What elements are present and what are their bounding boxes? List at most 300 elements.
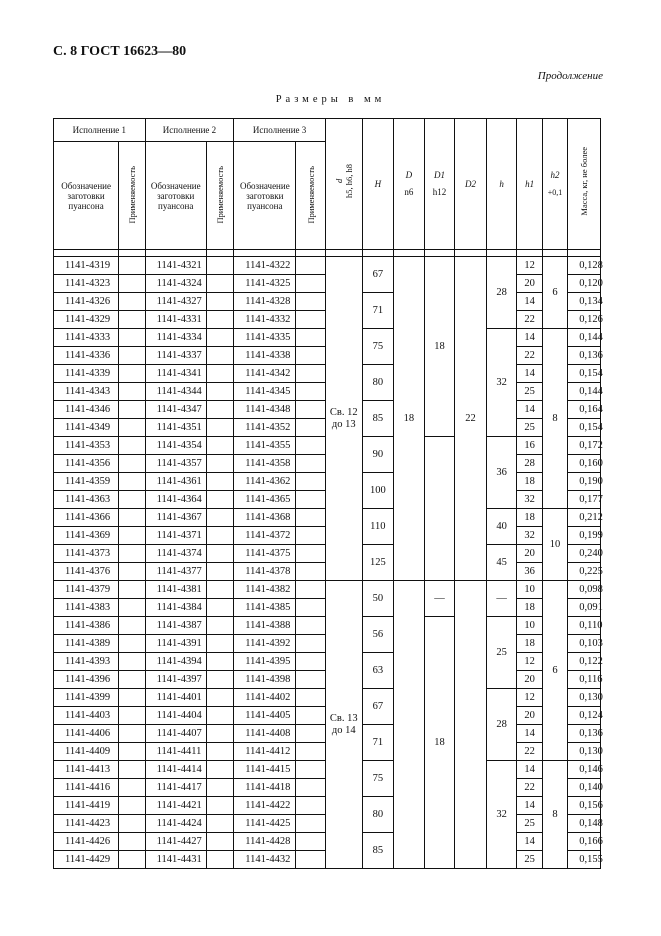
h1-value-cell: 25 [517,419,542,437]
mass-value-cell: 0,140 [568,779,601,797]
mass-value-cell: 0,156 [568,797,601,815]
exec2-applicability-cell [206,509,234,527]
exec2-applicability-cell [206,851,234,869]
D1-symbol: D1 [433,170,445,180]
H-value-cell: 80 [362,797,394,833]
exec1-applicability-cell [119,311,145,329]
exec3-applicability-cell [296,311,326,329]
exec1-applicability-cell [119,833,145,851]
exec1-header: Исполнение 1 [54,119,146,142]
h-value-cell: — [486,581,517,617]
H-value-cell: 90 [362,437,394,473]
exec1-designation-cell: 1141-4406 [54,725,119,743]
exec2-applicability-cell [206,383,234,401]
exec1-designation-cell: 1141-4319 [54,257,119,275]
mass-value-cell: 0,160 [568,455,601,473]
mass-value-cell: 0,116 [568,671,601,689]
exec3-applicability-cell [296,437,326,455]
exec1-designation-cell: 1141-4393 [54,653,119,671]
exec2-applicability-cell [206,797,234,815]
exec2-applicability-cell [206,815,234,833]
h1-value-cell: 18 [517,509,542,527]
exec1-applicability-cell [119,743,145,761]
exec2-designation-cell: 1141-4331 [145,311,206,329]
mass-value-cell: 0,130 [568,689,601,707]
h1-value-cell: 22 [517,779,542,797]
exec1-applicability-cell [119,509,145,527]
h2-symbol: h2 [550,170,560,180]
exec3-designation-cell: 1141-4392 [234,635,296,653]
exec2-designation-cell: 1141-4354 [145,437,206,455]
exec1-applicability-cell [119,491,145,509]
mass-value-cell: 0,212 [568,509,601,527]
exec1-applicability-cell [119,473,145,491]
exec3-designation-cell: 1141-4332 [234,311,296,329]
exec1-designation-cell: 1141-4383 [54,599,119,617]
exec3-designation-cell: 1141-4428 [234,833,296,851]
exec1-designation-cell: 1141-4429 [54,851,119,869]
exec2-designation-cell: 1141-4384 [145,599,206,617]
exec1-designation-cell: 1141-4329 [54,311,119,329]
h1-value-cell: 20 [517,671,542,689]
h-value-cell: 32 [486,761,517,869]
mass-header-text: Масса, кг, не более [579,146,590,216]
exec3-designation-cell: 1141-4418 [234,779,296,797]
exec1-applicability-cell [119,815,145,833]
exec2-applicability-cell [206,527,234,545]
exec3-applicability-cell [296,401,326,419]
h1-value-cell: 18 [517,635,542,653]
exec1-applicability-cell [119,797,145,815]
D2-value-cell: 22 [455,257,487,581]
exec2-applicability-cell [206,257,234,275]
exec2-applicability-cell [206,491,234,509]
exec3-designation-cell: 1141-4348 [234,401,296,419]
exec3-applicability-cell [296,671,326,689]
h1-header: h1 [517,119,542,250]
H-value-cell: 85 [362,833,394,869]
exec2-designation-cell: 1141-4327 [145,293,206,311]
exec1-applicability-cell [119,527,145,545]
H-value-cell: 125 [362,545,394,581]
exec3-applicability-cell [296,491,326,509]
exec2-designation-cell: 1141-4397 [145,671,206,689]
exec2-applicability-cell [206,347,234,365]
dimensions-table [53,118,601,869]
exec1-designation-cell: 1141-4373 [54,545,119,563]
h-value-cell: 28 [486,257,517,329]
h2-value-cell: 6 [542,581,567,761]
exec1-applicability-cell [119,671,145,689]
H-value-cell: 67 [362,257,394,293]
exec1-applicability-cell [119,455,145,473]
H-value-cell: 110 [362,509,394,545]
exec1-designation-cell: 1141-4426 [54,833,119,851]
exec3-designation-cell: 1141-4432 [234,851,296,869]
mass-value-cell: 0,103 [568,635,601,653]
exec2-designation-cell: 1141-4361 [145,473,206,491]
exec3-applicability-cell [296,455,326,473]
mass-value-cell: 0,098 [568,581,601,599]
h2-value-cell: 10 [542,509,567,581]
exec1-designation-cell: 1141-4326 [54,293,119,311]
mass-value-cell: 0,166 [568,833,601,851]
exec2-applicability-cell [206,401,234,419]
exec1-designation-cell: 1141-4343 [54,383,119,401]
exec1-designation-cell: 1141-4423 [54,815,119,833]
h1-value-cell: 10 [517,617,542,635]
h-value-cell: 36 [486,437,517,509]
exec2-designation-cell: 1141-4334 [145,329,206,347]
D1-value-cell: — [424,581,455,617]
table-body [54,257,601,869]
H-value-cell: 85 [362,401,394,437]
exec3-designation-cell: 1141-4402 [234,689,296,707]
d-header [325,119,362,250]
exec2-applicability-cell [206,563,234,581]
exec3-designation-cell: 1141-4395 [234,653,296,671]
H-value-cell: 67 [362,689,394,725]
H-value-cell: 50 [362,581,394,617]
exec1-applicability-cell [119,617,145,635]
mass-value-cell: 0,199 [568,527,601,545]
H-value-cell: 80 [362,365,394,401]
exec2-applicability-cell [206,473,234,491]
mass-value-cell: 0,130 [568,743,601,761]
exec2-designation-cell: 1141-4374 [145,545,206,563]
exec1-designation-cell: 1141-4333 [54,329,119,347]
h1-value-cell: 12 [517,653,542,671]
mass-value-cell: 0,177 [568,491,601,509]
sizes-title: Размеры в мм [275,94,386,105]
exec2-applicability-cell [206,599,234,617]
exec1-applicability-cell [119,275,145,293]
H-value-cell: 100 [362,473,394,509]
exec3-applicability-cell [296,833,326,851]
exec2-header: Исполнение 2 [145,119,234,142]
exec2-applicability-cell [206,635,234,653]
exec3-designation-cell: 1141-4338 [234,347,296,365]
exec3-applicability-cell [296,815,326,833]
h-value-cell: 28 [486,689,517,761]
D-value-cell [394,581,425,869]
exec3-applicability-cell [296,257,326,275]
exec2-applicability-header: Применяемость [206,142,234,250]
mass-value-cell: 0,144 [568,329,601,347]
exec2-designation-cell: 1141-4387 [145,617,206,635]
exec1-designation-cell: 1141-4403 [54,707,119,725]
exec3-designation-cell: 1141-4422 [234,797,296,815]
h1-value-cell: 22 [517,347,542,365]
mass-value-cell: 0,154 [568,365,601,383]
h1-value-cell: 12 [517,257,542,275]
exec3-applicability-cell [296,635,326,653]
exec3-designation-cell: 1141-4372 [234,527,296,545]
h2-tolerance: +0,1 [547,188,563,197]
exec3-applicability-cell [296,383,326,401]
mass-value-cell: 0,124 [568,707,601,725]
D-tolerance: n6 [404,187,414,197]
exec3-applicability-cell [296,779,326,797]
mass-value-cell: 0,240 [568,545,601,563]
h1-value-cell: 14 [517,365,542,383]
D-header [394,119,425,250]
D-symbol: D [405,170,413,180]
mass-value-cell: 0,164 [568,401,601,419]
H-value-cell: 71 [362,725,394,761]
exec3-applicability-cell [296,581,326,599]
exec3-designation-cell: 1141-4375 [234,545,296,563]
exec1-designation-cell: 1141-4359 [54,473,119,491]
exec1-applicability-cell [119,761,145,779]
exec3-designation-header: Обозначение заготовки пуансона [234,142,296,250]
exec1-designation-cell: 1141-4419 [54,797,119,815]
exec1-applicability-cell [119,563,145,581]
exec3-designation-cell: 1141-4358 [234,455,296,473]
mass-value-cell: 0,225 [568,563,601,581]
exec3-applicability-cell [296,707,326,725]
exec3-applicability-cell [296,599,326,617]
H-value-cell: 75 [362,761,394,797]
exec1-applicability-cell [119,329,145,347]
exec2-designation-cell: 1141-4321 [145,257,206,275]
exec1-designation-header: Обозначение заготовки пуансона [54,142,119,250]
exec3-designation-cell: 1141-4328 [234,293,296,311]
exec3-applicability-cell [296,347,326,365]
D2-value-cell [455,581,487,869]
h-value-cell: 32 [486,329,517,437]
exec2-designation-cell: 1141-4324 [145,275,206,293]
exec2-applicability-cell [206,311,234,329]
exec2-applicability-cell [206,725,234,743]
exec2-designation-cell: 1141-4367 [145,509,206,527]
mass-value-cell: 0,120 [568,275,601,293]
exec1-designation-cell: 1141-4356 [54,455,119,473]
exec1-applicability-header: Применяемость [119,142,145,250]
exec1-applicability-cell [119,599,145,617]
exec2-designation-cell: 1141-4344 [145,383,206,401]
mass-value-cell: 0,155 [568,851,601,869]
exec3-designation-cell: 1141-4415 [234,761,296,779]
h-value-cell: 45 [486,545,517,581]
exec3-designation-cell: 1141-4378 [234,563,296,581]
h1-value-cell: 14 [517,725,542,743]
exec2-designation-cell: 1141-4404 [145,707,206,725]
exec2-designation-cell: 1141-4394 [145,653,206,671]
exec2-designation-cell: 1141-4417 [145,779,206,797]
exec3-designation-cell: 1141-4408 [234,725,296,743]
exec2-designation-cell: 1141-4391 [145,635,206,653]
D2-header: D2 [455,119,487,250]
H-value-cell: 71 [362,293,394,329]
exec3-designation-cell: 1141-4352 [234,419,296,437]
exec1-designation-cell: 1141-4366 [54,509,119,527]
exec1-applicability-cell [119,635,145,653]
exec2-designation-cell: 1141-4357 [145,455,206,473]
h1-value-cell: 14 [517,329,542,347]
exec2-applicability-cell [206,437,234,455]
exec1-applicability-cell [119,365,145,383]
mass-value-cell: 0,136 [568,347,601,365]
h1-value-cell: 10 [517,581,542,599]
exec2-designation-cell: 1141-4381 [145,581,206,599]
h1-value-cell: 22 [517,311,542,329]
h-value-cell: 40 [486,509,517,545]
page-header: С. 8 ГОСТ 16623—80 [53,44,187,59]
mass-value-cell: 0,136 [568,725,601,743]
H-value-cell: 63 [362,653,394,689]
exec3-designation-cell: 1141-4382 [234,581,296,599]
exec2-designation-cell: 1141-4377 [145,563,206,581]
mass-value-cell: 0,126 [568,311,601,329]
d-tolerance: h5, h6, h8 [343,164,354,198]
exec1-applicability-cell [119,383,145,401]
exec1-designation-cell: 1141-4389 [54,635,119,653]
h1-value-cell: 25 [517,383,542,401]
exec3-applicability-cell [296,473,326,491]
exec3-designation-cell: 1141-4322 [234,257,296,275]
exec2-applicability-cell [206,329,234,347]
h2-value-cell: 8 [542,329,567,509]
exec3-designation-cell: 1141-4365 [234,491,296,509]
mass-value-cell: 0,091 [568,599,601,617]
mass-value-cell: 0,134 [568,293,601,311]
exec3-designation-cell: 1141-4388 [234,617,296,635]
exec3-applicability-cell [296,761,326,779]
exec1-applicability-cell [119,689,145,707]
exec1-applicability-cell [119,851,145,869]
exec1-designation-cell: 1141-4386 [54,617,119,635]
h-header: h [486,119,517,250]
exec3-applicability-cell [296,725,326,743]
exec1-applicability-cell [119,707,145,725]
exec1-applicability-cell [119,419,145,437]
exec3-applicability-cell [296,851,326,869]
exec2-applicability-cell [206,545,234,563]
exec3-header: Исполнение 3 [234,119,326,142]
exec3-designation-cell: 1141-4362 [234,473,296,491]
exec2-designation-cell: 1141-4424 [145,815,206,833]
exec3-designation-cell: 1141-4335 [234,329,296,347]
exec2-applicability-cell [206,689,234,707]
mass-value-cell: 0,122 [568,653,601,671]
exec1-applicability-cell [119,401,145,419]
exec1-applicability-cell [119,725,145,743]
exec2-designation-cell: 1141-4431 [145,851,206,869]
exec1-designation-cell: 1141-4396 [54,671,119,689]
h1-value-cell: 28 [517,455,542,473]
exec1-designation-cell: 1141-4399 [54,689,119,707]
exec1-applicability-cell [119,257,145,275]
exec3-applicability-cell [296,689,326,707]
H-value-cell: 75 [362,329,394,365]
mass-value-cell: 0,128 [568,257,601,275]
h1-value-cell: 32 [517,527,542,545]
D1-value-cell: 18 [424,617,455,869]
exec3-applicability-header: Применяемость [296,142,326,250]
exec3-applicability-cell [296,365,326,383]
exec2-applicability-cell [206,761,234,779]
h1-value-cell: 20 [517,707,542,725]
exec2-designation-header: Обозначение заготовки пуансона [145,142,206,250]
exec1-designation-cell: 1141-4376 [54,563,119,581]
exec2-applicability-cell [206,743,234,761]
exec3-applicability-cell [296,329,326,347]
h1-value-cell: 22 [517,743,542,761]
mass-value-cell: 0,172 [568,437,601,455]
exec3-designation-cell: 1141-4385 [234,599,296,617]
exec3-designation-cell: 1141-4355 [234,437,296,455]
exec3-designation-cell: 1141-4345 [234,383,296,401]
d-symbol: d [333,178,344,184]
exec2-applicability-cell [206,671,234,689]
exec2-applicability-cell [206,455,234,473]
exec1-applicability-cell [119,545,145,563]
exec1-applicability-cell [119,581,145,599]
h1-value-cell: 20 [517,545,542,563]
exec2-applicability-cell [206,419,234,437]
d-group-cell: Св. 13 до 14 [325,581,362,869]
exec3-applicability-cell [296,509,326,527]
D1-tolerance: h12 [432,187,447,197]
exec1-designation-cell: 1141-4379 [54,581,119,599]
table-row [54,257,601,275]
exec2-applicability-cell [206,293,234,311]
exec1-designation-cell: 1141-4349 [54,419,119,437]
mass-value-cell: 0,110 [568,617,601,635]
h1-value-cell: 14 [517,761,542,779]
H-value-cell: 56 [362,617,394,653]
exec1-designation-cell: 1141-4413 [54,761,119,779]
exec3-designation-cell: 1141-4368 [234,509,296,527]
exec2-designation-cell: 1141-4414 [145,761,206,779]
exec3-applicability-cell [296,275,326,293]
exec3-designation-cell: 1141-4342 [234,365,296,383]
exec2-designation-cell: 1141-4337 [145,347,206,365]
exec1-applicability-cell [119,779,145,797]
exec2-applicability-cell [206,707,234,725]
exec2-applicability-cell [206,275,234,293]
mass-value-cell: 0,190 [568,473,601,491]
exec3-applicability-cell [296,419,326,437]
mass-value-cell: 0,148 [568,815,601,833]
D1-value-cell [424,437,455,581]
exec2-applicability-cell [206,365,234,383]
exec3-applicability-cell [296,743,326,761]
exec2-designation-cell: 1141-4421 [145,797,206,815]
exec1-designation-cell: 1141-4336 [54,347,119,365]
exec2-designation-cell: 1141-4411 [145,743,206,761]
exec3-designation-cell: 1141-4405 [234,707,296,725]
exec2-designation-cell: 1141-4427 [145,833,206,851]
exec1-designation-cell: 1141-4416 [54,779,119,797]
D1-value-cell: 18 [424,257,455,437]
h1-value-cell: 14 [517,797,542,815]
exec2-applicability-cell [206,779,234,797]
h1-value-cell: 20 [517,275,542,293]
h2-header [542,119,567,250]
exec2-designation-cell: 1141-4347 [145,401,206,419]
exec2-designation-cell: 1141-4364 [145,491,206,509]
h2-value-cell: 8 [542,761,567,869]
exec3-applicability-cell [296,617,326,635]
exec3-designation-cell: 1141-4325 [234,275,296,293]
h1-value-cell: 18 [517,473,542,491]
h2-value-cell: 6 [542,257,567,329]
exec3-applicability-cell [296,563,326,581]
h1-value-cell: 14 [517,401,542,419]
h1-value-cell: 25 [517,815,542,833]
